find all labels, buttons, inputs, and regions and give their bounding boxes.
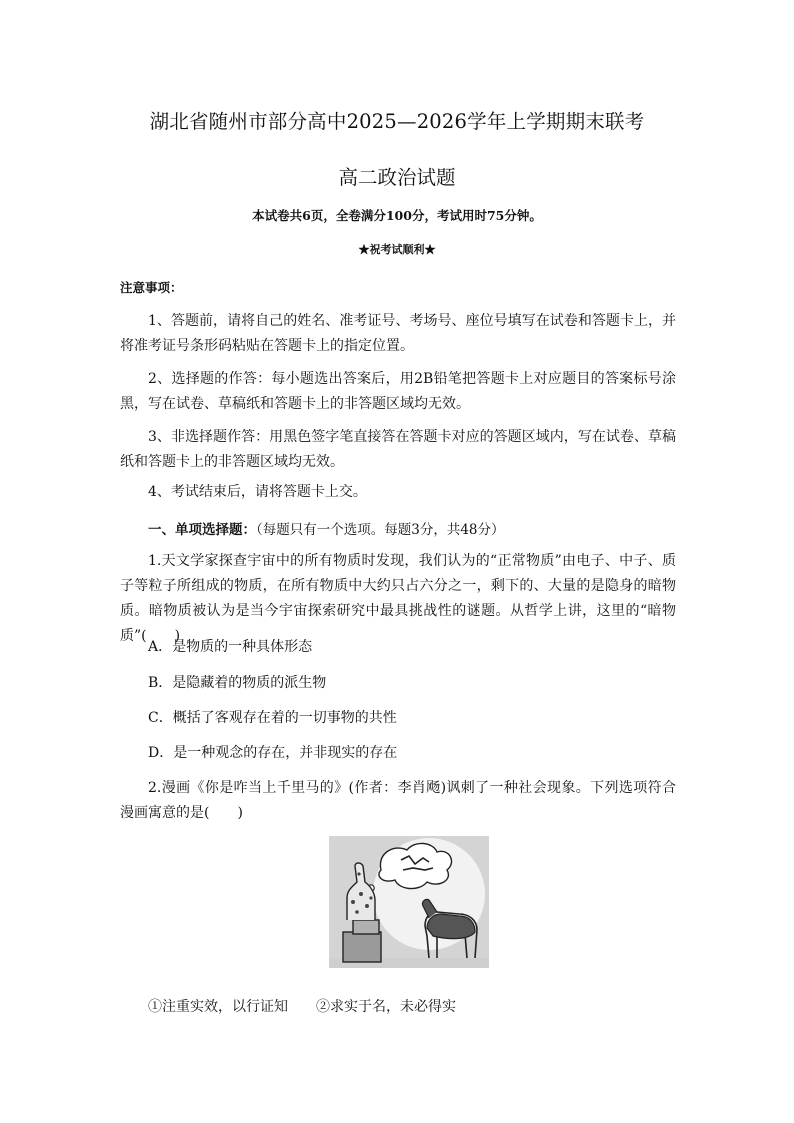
- question-1-option-c: C．概括了客观存在着的一切事物的共性: [148, 710, 397, 726]
- section-heading-rest: （每题只有一个选项。每题3分，共48分）: [256, 522, 505, 538]
- exam-title: 湖北省随州市部分高中2025—2026学年上学期期末联考: [149, 110, 645, 133]
- exam-info: 本试卷共6页，全卷满分100分，考试用时75分钟。: [252, 208, 542, 223]
- notice-heading: 注意事项：: [120, 280, 183, 295]
- notice-item-3: 3、非选择题作答：用黑色签字笔直接答在答题卡对应的答题区域内，写在试卷、草稿纸和答题卡上的非答题区域均无效。: [120, 429, 676, 470]
- question-2-statements: ①注重实效，以行证知 ②求实于名，未必得实: [148, 999, 456, 1015]
- question-1-option-b: B．是隐藏着的物质的派生物: [148, 675, 327, 691]
- section-heading: [148, 518, 505, 538]
- exam-subtitle: 高二政治试题: [338, 166, 456, 189]
- notice-item-2: 2、选择题的作答：每小题选出答案后，用2B铅笔把答题卡上对应题目的答案标号涂黑，写在试卷、草稿纸和答题卡上的非答题区域均无效。: [120, 371, 676, 412]
- section-heading-bold: 一、单项选择题：: [148, 522, 256, 538]
- cartoon-image: [329, 836, 489, 968]
- question-1-stem: 1.天文学家探查宇宙中的所有物质时发现，我们认为的“正常物质”由电子、中子、质子等粒子所组成的物质，在所有物质中大约只占六分之一，剩下的、大量的是隐身的暗物质。暗物质被认为是当今宇宙探索研究中最具挑战性的谜题。从哲学上讲，这里的“暗物质”( ): [120, 553, 676, 644]
- good-luck-line: ★祝考试顺利★: [358, 243, 436, 256]
- notice-item-1: 1、答题前，请将自己的姓名、准考证号、考场号、座位号填写在试卷和答题卡上，并将准考证号条形码粘贴在答题卡上的指定位置。: [120, 313, 676, 354]
- question-1-option-d: D．是一种观念的存在，并非现实的存在: [148, 745, 398, 761]
- question-2-stem: 2.漫画《你是咋当上千里马的》(作者：李肖飏)讽刺了一种社会现象。下列选项符合漫画寓意的是( ): [120, 780, 676, 821]
- question-1-option-a: A．是物质的一种具体形态: [148, 639, 313, 655]
- notice-item-4: 4、考试结束后，请将答题卡上交。: [148, 484, 367, 500]
- cartoon-illustration: [329, 836, 489, 968]
